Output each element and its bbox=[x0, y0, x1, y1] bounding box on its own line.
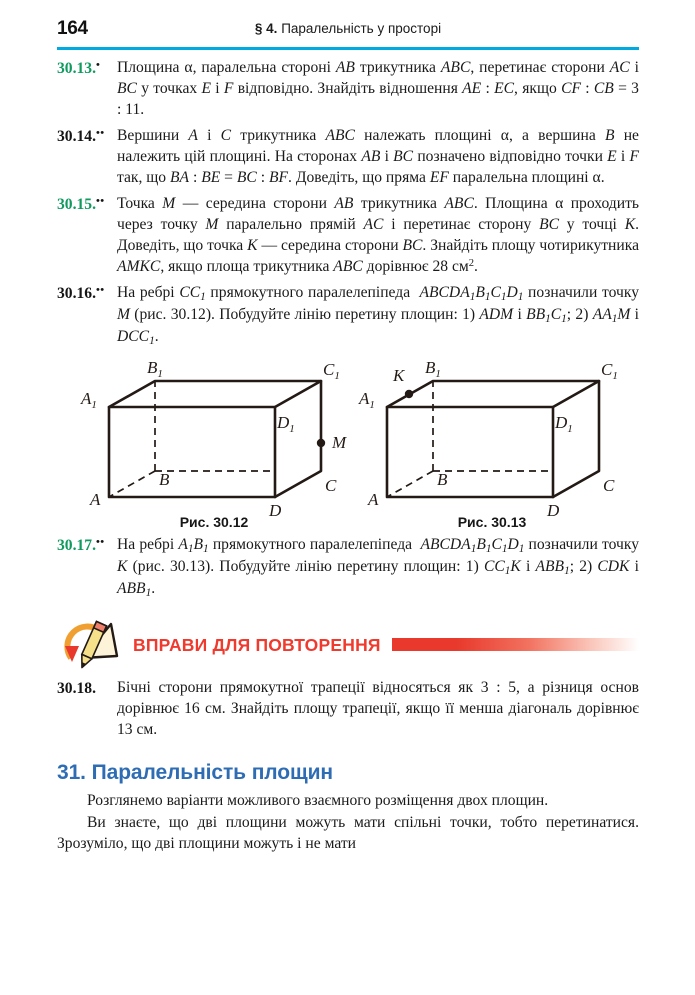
figure-caption-2: Рис. 30.13 bbox=[457, 514, 527, 531]
vertex-label-D: D bbox=[269, 501, 282, 521]
vertex-label-B: B bbox=[437, 470, 448, 490]
vertex-label-A1: $A_1$ bbox=[359, 389, 375, 412]
exercise-number: 30.18. bbox=[57, 679, 96, 697]
repetition-banner-label: ВПРАВИ ДЛЯ ПОВТОРЕННЯ bbox=[133, 634, 381, 655]
exercise-text: Вершини A і C трикутника ABC належать площині α, а вершина B не належить цій площині. На сторонах AB і BC позначено відповідно точки E і F так, що BA : BE = BC : BF. Доведіть, що пряма EF паралельна площині α. bbox=[117, 126, 639, 186]
exercise-number: 30.14.•• bbox=[57, 126, 105, 145]
section-marker: § 4. bbox=[254, 21, 278, 36]
figure-pair bbox=[57, 355, 639, 530]
vertex-label-B1: $B_1$ bbox=[425, 358, 441, 381]
vertex-label-C1: $C_1$ bbox=[601, 360, 618, 383]
exercise-text: Бічні сторони прямокутної трапеції відносяться як 3 : 5, а різниця основ дорівнює 16 см. Знайдіть площу трапеції, якщо її менша діагональ дорівнює 13 см. bbox=[117, 678, 639, 738]
exercise-30-18 bbox=[57, 678, 639, 741]
point-marker-K bbox=[405, 390, 413, 398]
exercise-30-16 bbox=[57, 283, 639, 349]
exercise-text: Площина α, паралельна стороні AB трикутника ABC, перетинає сторони AC і BC у точках E і F відповідно. Знайдіть відношення AE : EC, якщо CF : CB = 3 : 11. bbox=[117, 59, 639, 118]
exercise-number: 30.17.•• bbox=[57, 536, 105, 555]
exercise-30-14 bbox=[57, 126, 639, 189]
page-header bbox=[57, 18, 639, 48]
vertex-label-C1: $C_1$ bbox=[323, 360, 340, 383]
exercise-text: На ребрі $A_1B_1$ прямокутного паралелепіпеда $ABCDA_1B_1C_1D_1$ позначили точку K (рис. 30.13). Побудуйте лінію перетину площин: 1) $CC_1K$ і $ABB_1$; 2) CDK і $ABB_1$. bbox=[117, 536, 639, 600]
vertex-label-B1: $B_1$ bbox=[147, 358, 163, 381]
exercise-text: Точка M — середина сторони AB трикутника ABC. Площина α проходить через точку M паралельно прямій AC і перетинає сторону BC у точці K. Доведіть, що точка K — середина сторони BC. Знайдіть площу чотирикутника AMKC, якщо площа трикутника ABC дорівнює 28 $см^2$. bbox=[117, 194, 640, 275]
section-paragraph-1: Розглянемо варіанти можливого взаємного розміщення двох площин. bbox=[87, 791, 549, 809]
pencil-triangle-refresh-icon bbox=[57, 616, 129, 674]
vertex-label-D1: $D_1$ bbox=[555, 413, 573, 436]
cuboid-diagram-1 bbox=[79, 355, 349, 521]
exercise-number: 30.16.•• bbox=[57, 283, 105, 302]
vertex-label-D: D bbox=[547, 501, 560, 521]
point-label-K: K bbox=[393, 366, 405, 386]
vertex-label-B: B bbox=[159, 470, 170, 490]
exercise-number: 30.13.• bbox=[57, 59, 101, 77]
difficulty-stars: •• bbox=[95, 536, 105, 549]
exercise-30-13 bbox=[57, 58, 639, 121]
figure-caption-1: Рис. 30.12 bbox=[179, 514, 249, 531]
page-content bbox=[57, 58, 639, 855]
section-heading-31: 31. Паралельність площин bbox=[57, 760, 334, 784]
vertex-label-C: C bbox=[325, 476, 337, 496]
vertex-label-C: C bbox=[603, 476, 615, 496]
vertex-label-A: A bbox=[90, 490, 101, 510]
running-head-title bbox=[57, 21, 639, 36]
section-title-text: Паралельність у просторі bbox=[281, 21, 442, 36]
header-rule bbox=[57, 47, 639, 50]
exercise-text: На ребрі $CC_1$ прямокутного паралелепіпеда $ABCDA_1B_1C_1D_1$ позначили точку M (рис. 30.12). Побудуйте лінію перетину площин: 1) ADM і $BB_1C_1$; 2) $AA_1M$ і $DCC_1$. bbox=[117, 283, 640, 348]
page-number: 164 bbox=[57, 18, 88, 39]
difficulty-stars: • bbox=[95, 59, 101, 71]
banner-gradient-bar bbox=[392, 638, 639, 651]
exercise-30-15 bbox=[57, 194, 639, 278]
exercise-number: 30.15.•• bbox=[57, 194, 105, 213]
vertex-label-D1: $D_1$ bbox=[277, 413, 295, 436]
figure-30-13 bbox=[357, 355, 627, 530]
repetition-exercises-banner bbox=[57, 616, 639, 678]
exercise-30-17 bbox=[57, 535, 639, 601]
difficulty-stars: •• bbox=[95, 283, 105, 296]
difficulty-stars: •• bbox=[95, 126, 105, 139]
vertex-label-A1: $A_1$ bbox=[81, 389, 97, 412]
point-marker-M bbox=[317, 439, 325, 447]
point-label-M: M bbox=[332, 433, 347, 453]
cuboid-diagram-2 bbox=[357, 355, 627, 521]
figure-30-12 bbox=[79, 355, 349, 530]
section-paragraph-2: Ви знаєте, що дві площини можуть мати спільні точки, тобто перетинатися. Зрозуміло, що дві площини можуть і не мати bbox=[57, 814, 639, 853]
difficulty-stars: •• bbox=[95, 194, 105, 207]
vertex-label-A: A bbox=[368, 490, 379, 510]
